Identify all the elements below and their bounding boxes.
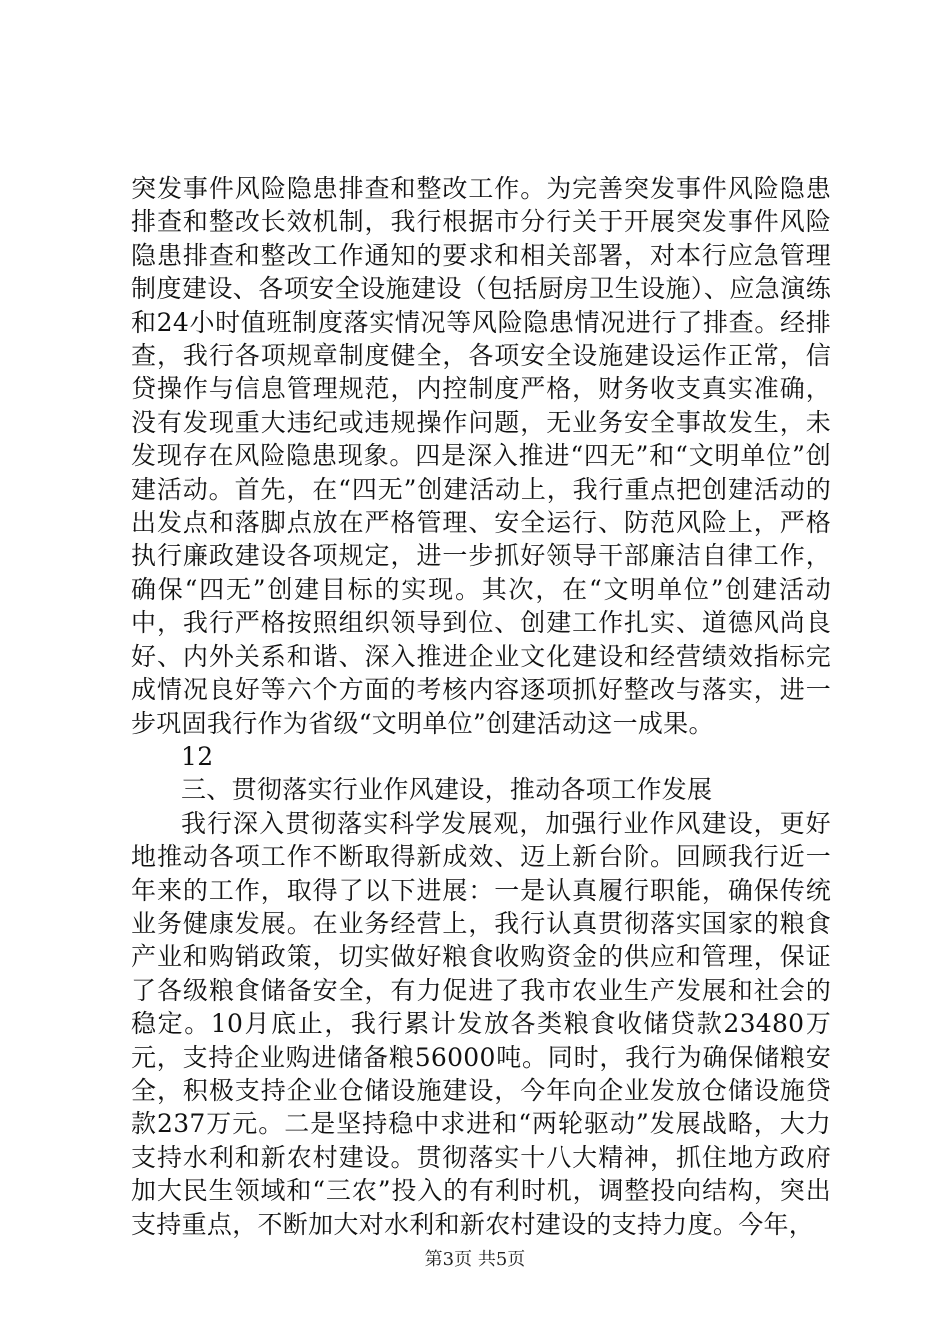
document-body bbox=[131, 172, 831, 1241]
paragraph-number: 12 bbox=[181, 741, 214, 771]
section-heading: 三、贯彻落实行业作风建设，推动各项工作发展 bbox=[181, 775, 713, 805]
paragraph-risk-inspection: 突发事件风险隐患排查和整改工作。为完善突发事件风险隐患排查和整改长效机制，我行根据市分行关于开展突发事件风险隐患排查和整改工作通知的要求和相关部署，对本行应急管理制度建设、各项安全设施建设（包括厨房卫生设施）、应急演练和24小时值班制度落实情况等风险隐患情况进行了排查。经排查，我行各项规章制度健全，各项安全设施建设运作正常，信贷操作与信息管理规范，内控制度严格，财务收支真实准确，没有发现重大违纪或违规操作问题，无业务安全事故发生，未发现存在风险隐患现象。四是深入推进“四无”和“文明单位”创建活动。首先，在“四无”创建活动上，我行重点把创建活动的出发点和落脚点放在严格管理、安全运行、防范风险上，严格执行廉政建设各项规定，进一步抓好领导干部廉洁自律工作，确保“四无”创建目标的实现。其次，在“文明单位”创建活动中，我行严格按照组织领导到位、创建工作扎实、道德风尚良好、内外关系和谐、深入推进企业文化建设和经营绩效指标完成情况良好等六个方面的考核内容逐项抓好整改与落实，进一步巩固我行作为省级“文明单位”创建活动这一成果。 bbox=[131, 174, 831, 738]
paragraph-work-progress: 我行深入贯彻落实科学发展观，加强行业作风建设，更好地推动各项工作不断取得新成效、迈上新台阶。回顾我行近一年来的工作，取得了以下进展：一是认真履行职能，确保传统业务健康发展。在业务经营上，我行认真贯彻落实国家的粮食产业和购销政策，切实做好粮食收购资金的供应和管理，保证了各级粮食储备安全，有力促进了我市农业生产发展和社会的稳定。10月底止，我行累计发放各类粮食收储贷款23480万元，支持企业购进储备粮56000吨。同时，我行为确保储粮安全，积极支持企业仓储设施建设，今年向企业发放仓储设施贷款237万元。二是坚持稳中求进和“两轮驱动”发展战略，大力支持水利和新农村建设。贯彻落实十八大精神，抓住地方政府加大民生领域和“三农”投入的有利时机，调整投向结构，突出支持重点，不断加大对水利和新农村建设的支持力度。今年， bbox=[131, 808, 831, 1239]
page-footer: 第3页 共5页 bbox=[424, 1249, 526, 1270]
